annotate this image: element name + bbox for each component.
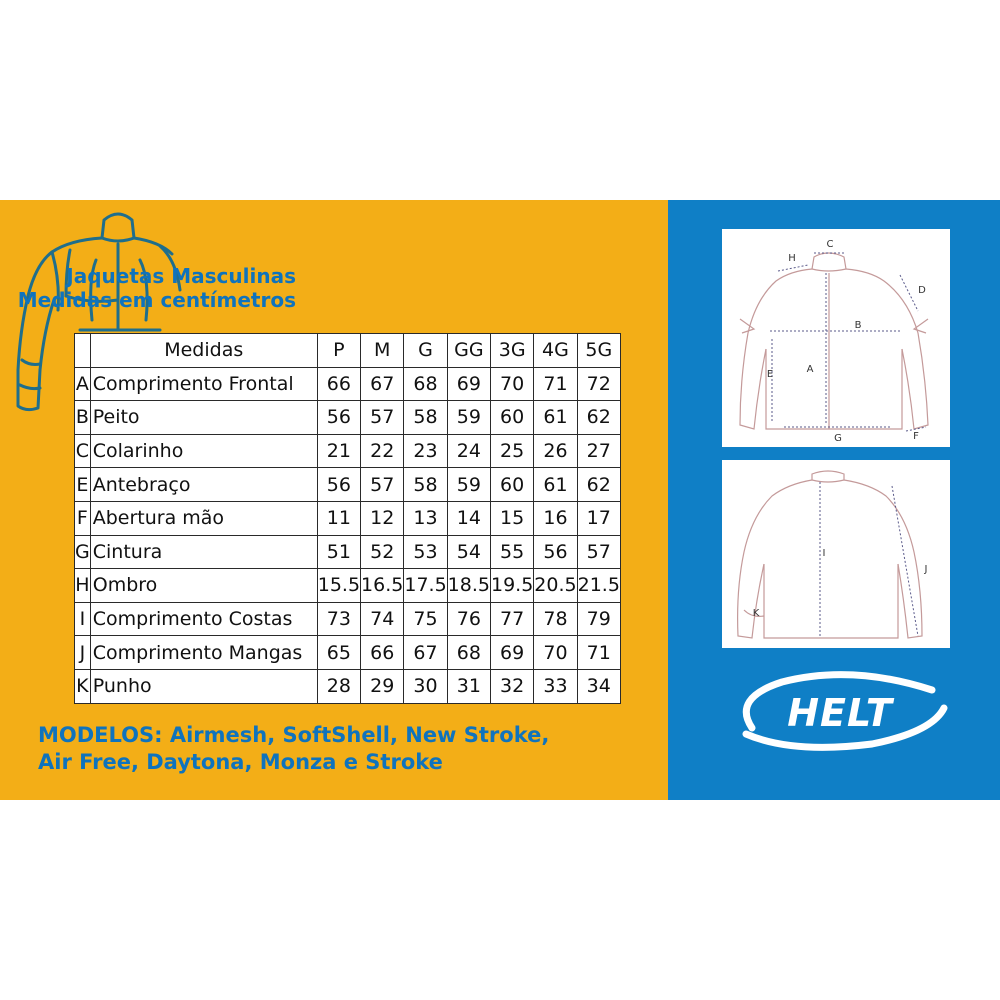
measure-value: 70 bbox=[490, 367, 533, 401]
measure-value: 26 bbox=[534, 434, 577, 468]
label-b: B bbox=[854, 320, 862, 331]
label-g: G bbox=[834, 433, 842, 444]
measure-value: 32 bbox=[490, 669, 533, 703]
front-jacket-drawing bbox=[722, 229, 950, 447]
measure-value: 23 bbox=[404, 434, 447, 468]
measure-value: 72 bbox=[577, 367, 620, 401]
measure-value: 76 bbox=[447, 602, 490, 636]
measure-value: 52 bbox=[361, 535, 404, 569]
measure-value: 73 bbox=[317, 602, 360, 636]
measure-name: Comprimento Costas bbox=[90, 602, 317, 636]
label-k: K bbox=[752, 608, 760, 619]
label-i: I bbox=[822, 548, 826, 559]
measure-value: 74 bbox=[361, 602, 404, 636]
measure-value: 55 bbox=[490, 535, 533, 569]
measure-letter: K bbox=[75, 669, 91, 703]
measure-value: 71 bbox=[534, 367, 577, 401]
header-measure-label: Medidas bbox=[90, 334, 317, 368]
measure-value: 12 bbox=[361, 501, 404, 535]
measure-value: 20.5 bbox=[534, 569, 577, 603]
measure-value: 68 bbox=[447, 636, 490, 670]
measure-value: 25 bbox=[490, 434, 533, 468]
table-row bbox=[75, 602, 621, 636]
measure-name: Colarinho bbox=[90, 434, 317, 468]
measure-value: 11 bbox=[317, 501, 360, 535]
measure-value: 68 bbox=[404, 367, 447, 401]
measure-value: 60 bbox=[490, 401, 533, 435]
measure-value: 61 bbox=[534, 468, 577, 502]
header-size-m: M bbox=[361, 334, 404, 368]
header-size-gg: GG bbox=[447, 334, 490, 368]
measure-letter: C bbox=[75, 434, 91, 468]
measure-value: 65 bbox=[317, 636, 360, 670]
measure-value: 67 bbox=[404, 636, 447, 670]
table-row bbox=[75, 535, 621, 569]
size-chart-banner bbox=[0, 200, 1000, 800]
table-row bbox=[75, 636, 621, 670]
yellow-panel bbox=[0, 200, 668, 800]
measure-value: 62 bbox=[577, 468, 620, 502]
measure-value: 18.5 bbox=[447, 569, 490, 603]
measure-value: 59 bbox=[447, 401, 490, 435]
measure-letter: I bbox=[75, 602, 91, 636]
measure-value: 56 bbox=[317, 468, 360, 502]
header-letter-cell bbox=[75, 334, 91, 368]
measure-value: 66 bbox=[361, 636, 404, 670]
measure-value: 75 bbox=[404, 602, 447, 636]
size-table bbox=[74, 333, 621, 704]
measure-value: 33 bbox=[534, 669, 577, 703]
measure-value: 57 bbox=[577, 535, 620, 569]
models-list bbox=[38, 722, 549, 776]
measure-value: 62 bbox=[577, 401, 620, 435]
measure-value: 56 bbox=[534, 535, 577, 569]
label-a: A bbox=[806, 364, 814, 375]
measure-letter: A bbox=[75, 367, 91, 401]
header-size-p: P bbox=[317, 334, 360, 368]
label-f: F bbox=[913, 431, 919, 442]
measure-name: Ombro bbox=[90, 569, 317, 603]
measure-name: Peito bbox=[90, 401, 317, 435]
back-jacket-drawing bbox=[722, 460, 950, 648]
measure-value: 21 bbox=[317, 434, 360, 468]
title-line-2: Medidas em centímetros bbox=[17, 288, 296, 312]
measure-value: 57 bbox=[361, 401, 404, 435]
measure-value: 71 bbox=[577, 636, 620, 670]
measure-value: 57 bbox=[361, 468, 404, 502]
measure-letter: E bbox=[75, 468, 91, 502]
table-header-row bbox=[75, 334, 621, 368]
measure-value: 13 bbox=[404, 501, 447, 535]
measure-value: 56 bbox=[317, 401, 360, 435]
measure-value: 58 bbox=[404, 401, 447, 435]
models-line-1: MODELOS: Airmesh, SoftShell, New Stroke, bbox=[38, 723, 550, 747]
measure-value: 69 bbox=[447, 367, 490, 401]
table-row bbox=[75, 401, 621, 435]
measure-value: 22 bbox=[361, 434, 404, 468]
measure-value: 29 bbox=[361, 669, 404, 703]
measure-value: 31 bbox=[447, 669, 490, 703]
header-size-g: G bbox=[404, 334, 447, 368]
measure-value: 78 bbox=[534, 602, 577, 636]
front-measure-diagram bbox=[722, 229, 950, 447]
measure-letter: F bbox=[75, 501, 91, 535]
measure-value: 66 bbox=[317, 367, 360, 401]
header-size-5g: 5G bbox=[577, 334, 620, 368]
measure-name: Punho bbox=[90, 669, 317, 703]
measure-value: 70 bbox=[534, 636, 577, 670]
measure-name: Comprimento Mangas bbox=[90, 636, 317, 670]
measure-name: Abertura mão bbox=[90, 501, 317, 535]
measure-value: 54 bbox=[447, 535, 490, 569]
table-row bbox=[75, 669, 621, 703]
measure-value: 60 bbox=[490, 468, 533, 502]
measure-value: 59 bbox=[447, 468, 490, 502]
measure-letter: G bbox=[75, 535, 91, 569]
measure-name: Antebraço bbox=[90, 468, 317, 502]
logo-text: HELT bbox=[787, 691, 893, 735]
measure-value: 79 bbox=[577, 602, 620, 636]
measure-value: 53 bbox=[404, 535, 447, 569]
helt-logo-icon bbox=[722, 668, 952, 758]
measure-value: 16.5 bbox=[361, 569, 404, 603]
measure-value: 17.5 bbox=[404, 569, 447, 603]
measure-value: 51 bbox=[317, 535, 360, 569]
measure-value: 61 bbox=[534, 401, 577, 435]
label-e: E bbox=[766, 369, 774, 380]
measure-value: 17 bbox=[577, 501, 620, 535]
table-row bbox=[75, 367, 621, 401]
measure-letter: B bbox=[75, 401, 91, 435]
label-c: C bbox=[826, 239, 834, 250]
measure-value: 28 bbox=[317, 669, 360, 703]
measure-letter: J bbox=[75, 636, 91, 670]
measure-value: 14 bbox=[447, 501, 490, 535]
title-line-1: Jaquetas Masculinas bbox=[66, 264, 296, 288]
measure-value: 30 bbox=[404, 669, 447, 703]
header-size-3g: 3G bbox=[490, 334, 533, 368]
models-line-2: Air Free, Daytona, Monza e Stroke bbox=[38, 750, 443, 774]
measure-value: 34 bbox=[577, 669, 620, 703]
measure-value: 15.5 bbox=[317, 569, 360, 603]
measure-value: 69 bbox=[490, 636, 533, 670]
measure-value: 58 bbox=[404, 468, 447, 502]
chart-title bbox=[18, 264, 296, 312]
table-row bbox=[75, 569, 621, 603]
table-row bbox=[75, 468, 621, 502]
measure-value: 19.5 bbox=[490, 569, 533, 603]
measure-value: 77 bbox=[490, 602, 533, 636]
measure-letter: H bbox=[75, 569, 91, 603]
label-j: J bbox=[924, 564, 928, 575]
header-size-4g: 4G bbox=[534, 334, 577, 368]
measure-name: Cintura bbox=[90, 535, 317, 569]
measure-value: 27 bbox=[577, 434, 620, 468]
table-row bbox=[75, 501, 621, 535]
measure-value: 24 bbox=[447, 434, 490, 468]
label-h: H bbox=[788, 253, 796, 264]
measure-value: 67 bbox=[361, 367, 404, 401]
table-row bbox=[75, 434, 621, 468]
measure-value: 21.5 bbox=[577, 569, 620, 603]
measure-value: 15 bbox=[490, 501, 533, 535]
measure-name: Comprimento Frontal bbox=[90, 367, 317, 401]
back-measure-diagram bbox=[722, 460, 950, 648]
measure-value: 16 bbox=[534, 501, 577, 535]
label-d: D bbox=[918, 285, 926, 296]
